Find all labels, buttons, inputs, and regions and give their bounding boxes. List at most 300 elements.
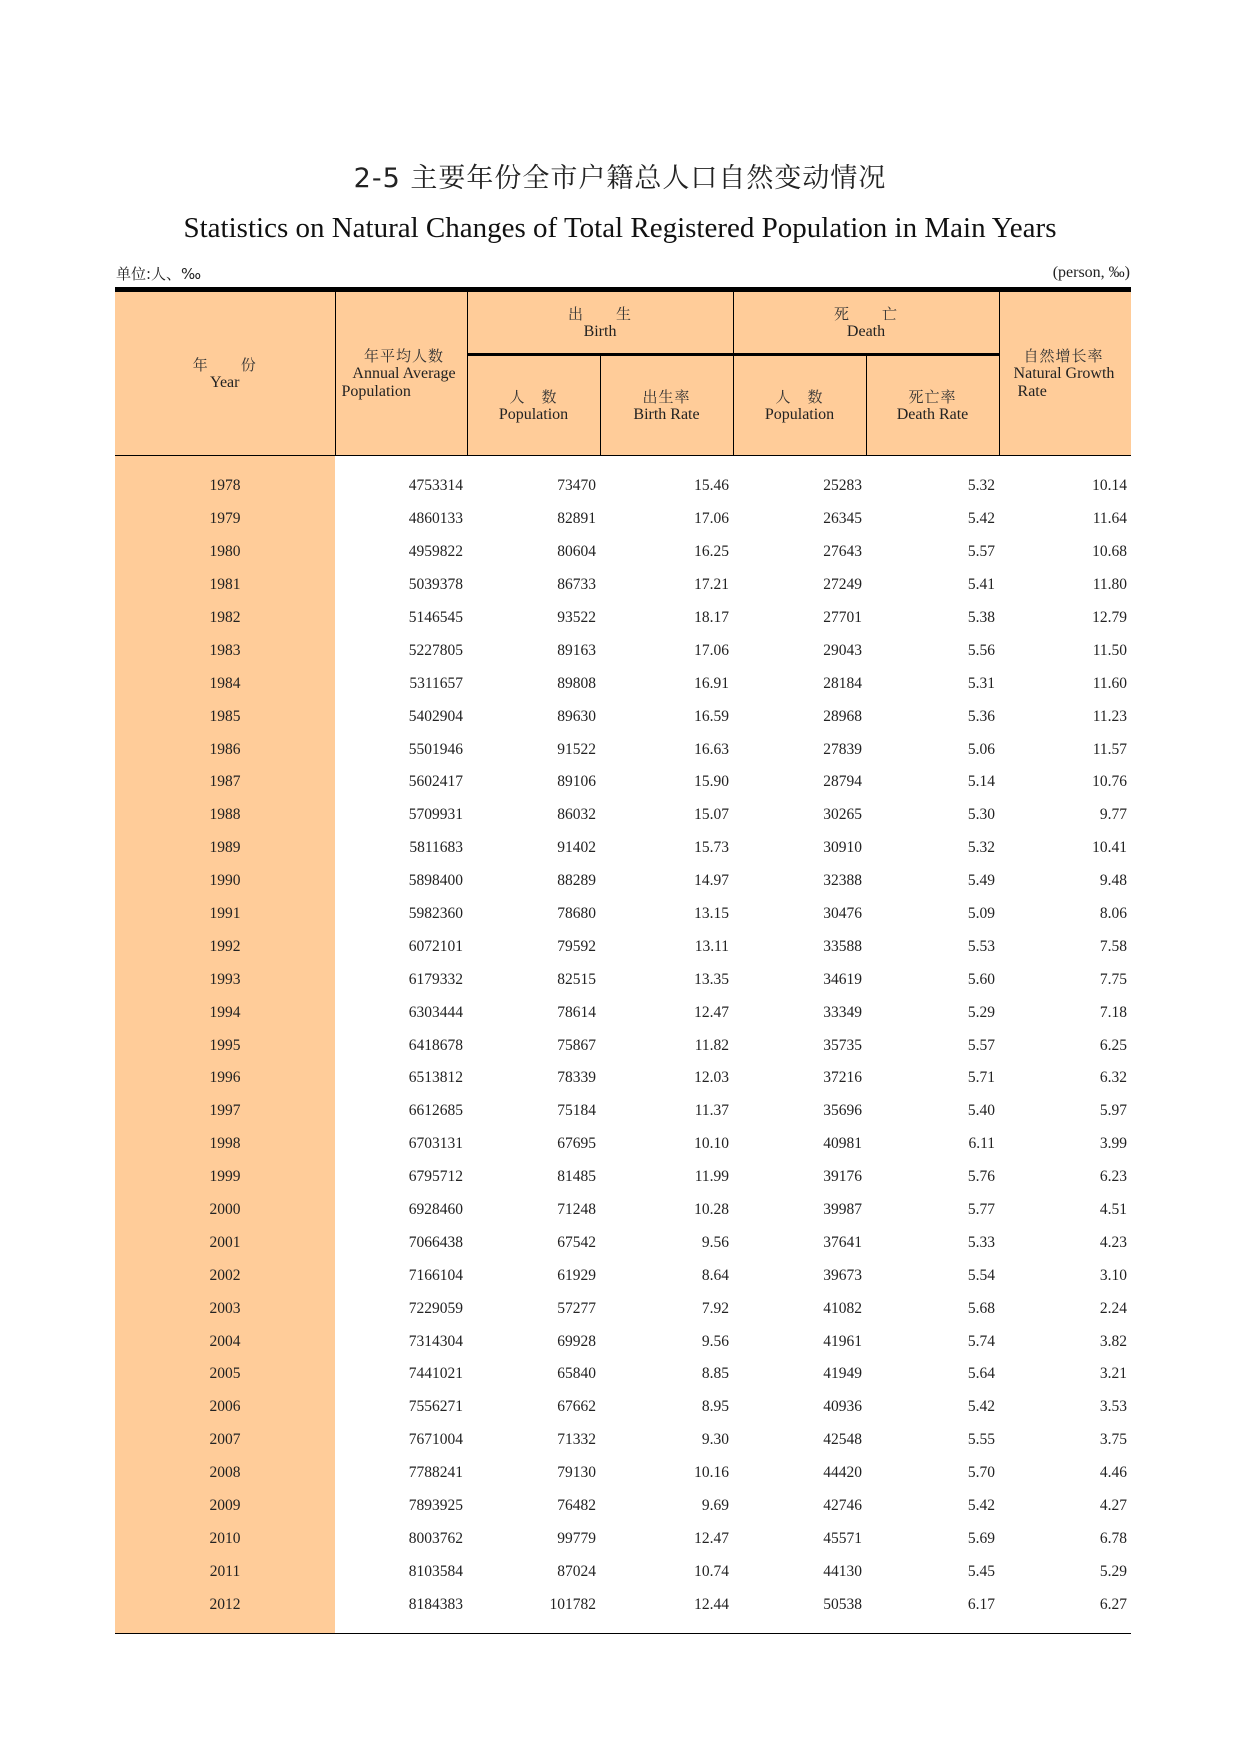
header-birth-group	[467, 290, 733, 355]
birth-population-cell: 73470	[557, 477, 596, 495]
birth-population-cell: 57277	[557, 1299, 596, 1317]
natural-growth-rate-cell: 11.60	[1092, 674, 1128, 692]
annual-average-population-cell: 5402904	[408, 707, 463, 725]
death-population-cell: 27701	[823, 609, 863, 626]
death-rate-cell: 5.71	[967, 1069, 996, 1087]
natural-growth-rate-cell: 5.97	[1099, 1102, 1128, 1120]
birth-rate-cell: 16.25	[694, 543, 730, 561]
death-rate-cell: 5.54	[967, 1266, 996, 1284]
natural-growth-rate-cell: 4.27	[1099, 1497, 1128, 1515]
annual-average-population-cell: 8103584	[408, 1562, 463, 1580]
birth-population-cell: 89163	[557, 641, 596, 659]
annual-average-population-cell: 6795712	[408, 1168, 463, 1186]
table-row	[115, 602, 1131, 635]
death-population-cell: 50538	[823, 1595, 863, 1613]
year-cell: 1989	[115, 832, 335, 865]
natural-growth-rate-cell: 3.53	[1099, 1398, 1128, 1416]
header-death-group	[733, 290, 999, 355]
death-population-cell: 28794	[823, 773, 863, 791]
death-rate-cell: 6.11	[968, 1135, 996, 1153]
header-birth-rate	[600, 355, 733, 456]
table-row	[115, 1457, 1131, 1490]
year-cell: 1983	[115, 634, 335, 667]
table-row	[115, 930, 1131, 963]
birth-rate-cell: 10.74	[694, 1562, 730, 1580]
year-cell: 1981	[115, 569, 335, 602]
birth-population-cell: 67542	[557, 1233, 596, 1251]
natural-growth-rate-cell: 7.58	[1099, 937, 1128, 955]
year-cell: 1984	[115, 667, 335, 700]
table-row	[115, 1555, 1131, 1588]
birth-population-cell: 61929	[557, 1266, 596, 1284]
death-rate-cell: 5.42	[967, 1497, 996, 1515]
annual-average-population-cell: 4959822	[408, 543, 463, 561]
annual-average-population-cell: 4753314	[408, 477, 463, 495]
year-cell: 2001	[115, 1226, 335, 1259]
table-row	[115, 1259, 1131, 1292]
header-natural-growth-rate	[999, 290, 1131, 456]
natural-growth-rate-cell: 6.32	[1099, 1069, 1128, 1087]
annual-average-population-cell: 7556271	[408, 1398, 463, 1416]
annual-average-population-cell: 5501946	[408, 740, 463, 758]
natural-growth-rate-cell: 3.75	[1099, 1431, 1128, 1449]
annual-average-population-cell: 6612685	[408, 1102, 463, 1120]
year-cell: 2010	[115, 1523, 335, 1556]
annual-average-population-cell: 7314304	[408, 1332, 463, 1350]
death-rate-cell: 5.42	[967, 510, 996, 528]
spacer-year-cell	[115, 456, 335, 471]
birth-rate-cell: 8.64	[701, 1266, 730, 1284]
birth-rate-cell: 16.63	[694, 740, 730, 758]
death-population-cell: 25283	[823, 477, 863, 495]
header-birth-population	[467, 355, 600, 456]
death-population-cell: 42548	[823, 1431, 863, 1449]
birth-rate-cell: 17.21	[694, 576, 730, 594]
year-cell: 1986	[115, 733, 335, 766]
year-cell: 2002	[115, 1259, 335, 1292]
annual-average-population-cell: 6179332	[408, 970, 463, 988]
birth-rate-cell: 10.28	[694, 1201, 730, 1219]
death-rate-cell: 5.64	[967, 1365, 996, 1383]
annual-average-population-cell: 6303444	[408, 1003, 463, 1021]
header-birth-pop-cn: 人 数	[509, 387, 558, 406]
population-table-container	[115, 287, 1131, 1634]
header-avg-pop-en1: Annual Average	[352, 364, 456, 382]
table-row	[115, 667, 1131, 700]
natural-growth-rate-cell: 9.48	[1099, 872, 1128, 890]
natural-growth-rate-cell: 11.64	[1092, 510, 1128, 528]
header-annual-average-population	[335, 290, 467, 456]
death-rate-cell: 5.68	[967, 1299, 996, 1317]
header-year	[115, 290, 335, 456]
birth-rate-cell: 10.16	[694, 1464, 730, 1482]
annual-average-population-cell: 5811683	[409, 839, 463, 857]
table-row	[115, 1161, 1131, 1194]
death-population-cell: 29043	[823, 641, 863, 659]
birth-rate-cell: 15.07	[694, 806, 730, 824]
birth-population-cell: 101782	[549, 1595, 596, 1613]
table-row	[115, 569, 1131, 602]
table-row	[115, 1226, 1131, 1259]
annual-average-population-cell: 7229059	[408, 1299, 463, 1317]
death-population-cell: 41082	[823, 1299, 863, 1317]
death-rate-cell: 5.60	[967, 970, 996, 988]
birth-rate-cell: 17.06	[694, 641, 730, 659]
year-cell: 1998	[115, 1128, 335, 1161]
year-cell: 1997	[115, 1095, 335, 1128]
year-cell: 2008	[115, 1457, 335, 1490]
natural-growth-rate-cell: 8.06	[1099, 905, 1128, 923]
birth-rate-cell: 15.73	[694, 839, 730, 857]
unit-label-chinese: 单位:人、‰	[116, 265, 202, 283]
death-population-cell: 34619	[823, 970, 863, 988]
table-row	[115, 832, 1131, 865]
birth-rate-cell: 12.03	[694, 1069, 730, 1087]
year-cell: 2012	[115, 1588, 335, 1621]
header-death-pop-en: Population	[764, 405, 835, 423]
table-row	[115, 996, 1131, 1029]
birth-rate-cell: 18.17	[694, 609, 730, 626]
birth-population-cell: 80604	[557, 543, 596, 561]
year-cell: 2006	[115, 1391, 335, 1424]
annual-average-population-cell: 8003762	[408, 1529, 463, 1547]
natural-growth-rate-cell: 3.99	[1099, 1135, 1128, 1153]
table-row	[115, 1358, 1131, 1391]
table-row	[115, 898, 1131, 931]
natural-growth-rate-cell: 3.21	[1099, 1365, 1128, 1383]
death-rate-cell: 5.29	[967, 1003, 996, 1021]
birth-rate-cell: 13.35	[694, 970, 730, 988]
birth-rate-cell: 9.69	[701, 1497, 730, 1515]
table-row	[115, 799, 1131, 832]
header-death-en: Death	[846, 322, 886, 340]
birth-population-cell: 89630	[557, 707, 596, 725]
death-rate-cell: 5.31	[967, 674, 996, 692]
table-row	[115, 1062, 1131, 1095]
table-row	[115, 1029, 1131, 1062]
death-population-cell: 40936	[823, 1398, 863, 1416]
annual-average-population-cell: 7788241	[408, 1464, 463, 1482]
death-population-cell: 35735	[823, 1036, 863, 1054]
death-population-cell: 30910	[823, 839, 863, 857]
death-population-cell: 44420	[823, 1464, 863, 1482]
natural-growth-rate-cell: 11.50	[1092, 641, 1128, 659]
birth-population-cell: 69928	[557, 1332, 596, 1350]
spacer-row	[115, 1621, 1131, 1633]
year-cell: 1985	[115, 700, 335, 733]
birth-rate-cell: 9.56	[701, 1233, 730, 1251]
birth-rate-cell: 14.97	[694, 872, 730, 890]
natural-growth-rate-cell: 4.51	[1099, 1201, 1128, 1219]
natural-growth-rate-cell: 3.82	[1099, 1332, 1128, 1350]
death-rate-cell: 5.14	[967, 773, 996, 791]
natural-growth-rate-cell: 9.77	[1099, 806, 1128, 824]
birth-population-cell: 81485	[557, 1168, 596, 1186]
header-death-rate-cn: 死亡率	[908, 387, 957, 406]
birth-rate-cell: 8.85	[701, 1365, 730, 1383]
death-population-cell: 32388	[823, 872, 863, 890]
birth-rate-cell: 8.95	[701, 1398, 730, 1416]
birth-rate-cell: 9.30	[701, 1431, 730, 1449]
death-rate-cell: 5.57	[967, 1036, 996, 1054]
birth-rate-cell: 12.47	[694, 1529, 730, 1547]
header-death-rate-en: Death Rate	[896, 405, 969, 423]
death-population-cell: 27839	[823, 740, 863, 758]
header-birth-rate-en: Birth Rate	[633, 405, 700, 423]
year-cell: 2011	[115, 1555, 335, 1588]
birth-population-cell: 93522	[557, 609, 596, 626]
death-rate-cell: 5.76	[967, 1168, 996, 1186]
annual-average-population-cell: 5709931	[408, 806, 463, 824]
header-birth-en: Birth	[583, 322, 617, 340]
table-row	[115, 865, 1131, 898]
birth-population-cell: 75867	[557, 1036, 596, 1054]
death-rate-cell: 5.30	[967, 806, 996, 824]
birth-rate-cell: 12.44	[694, 1595, 730, 1613]
death-rate-cell: 5.77	[967, 1201, 996, 1219]
annual-average-population-cell: 7066438	[408, 1233, 463, 1251]
death-population-cell: 26345	[823, 510, 863, 528]
death-rate-cell: 5.41	[967, 576, 996, 594]
natural-growth-rate-cell: 7.75	[1099, 970, 1128, 988]
birth-rate-cell: 11.99	[694, 1168, 730, 1186]
birth-rate-cell: 13.11	[694, 937, 730, 955]
table-row	[115, 1095, 1131, 1128]
table-row	[115, 1292, 1131, 1325]
annual-average-population-cell: 6928460	[408, 1201, 463, 1219]
year-cell: 2000	[115, 1194, 335, 1227]
birth-population-cell: 76482	[557, 1497, 596, 1515]
year-cell: 2005	[115, 1358, 335, 1391]
birth-population-cell: 87024	[557, 1562, 596, 1580]
death-population-cell: 39673	[823, 1266, 863, 1284]
unit-label-english: (person, ‰)	[1052, 264, 1130, 281]
death-rate-cell: 5.36	[967, 707, 996, 725]
birth-population-cell: 71248	[557, 1201, 596, 1219]
year-cell: 1982	[115, 602, 335, 635]
natural-growth-rate-cell: 10.76	[1092, 773, 1128, 791]
birth-rate-cell: 11.37	[694, 1102, 730, 1120]
spacer-year-cell	[115, 1621, 335, 1633]
table-row	[115, 700, 1131, 733]
birth-population-cell: 82515	[557, 970, 596, 988]
year-cell: 1978	[115, 470, 335, 503]
natural-growth-rate-cell: 11.23	[1092, 707, 1128, 725]
death-population-cell: 41949	[823, 1365, 863, 1383]
death-rate-cell: 5.74	[967, 1332, 996, 1350]
header-birth-cn: 出 生	[568, 304, 633, 323]
death-population-cell: 37641	[823, 1233, 863, 1251]
header-year-en: Year	[210, 373, 240, 391]
natural-growth-rate-cell: 4.46	[1099, 1464, 1128, 1482]
birth-population-cell: 91402	[557, 839, 596, 857]
natural-growth-rate-cell: 11.57	[1092, 740, 1128, 758]
birth-population-cell: 88289	[557, 872, 596, 890]
birth-rate-cell: 13.15	[694, 905, 730, 923]
year-cell: 2003	[115, 1292, 335, 1325]
table-row	[115, 963, 1131, 996]
table-row	[115, 1490, 1131, 1523]
death-population-cell: 42746	[823, 1497, 863, 1515]
birth-rate-cell: 12.47	[694, 1003, 730, 1021]
birth-population-cell: 67695	[557, 1135, 596, 1153]
natural-growth-rate-cell: 10.14	[1092, 477, 1128, 495]
birth-rate-cell: 7.92	[701, 1299, 730, 1317]
death-rate-cell: 5.38	[967, 609, 996, 626]
death-rate-cell: 5.32	[967, 839, 996, 857]
annual-average-population-cell: 5898400	[408, 872, 463, 890]
table-row	[115, 733, 1131, 766]
death-population-cell: 30265	[823, 806, 863, 824]
annual-average-population-cell: 6072101	[408, 937, 463, 955]
table-row	[115, 470, 1131, 503]
natural-growth-rate-cell: 10.68	[1092, 543, 1128, 561]
year-cell: 2009	[115, 1490, 335, 1523]
natural-growth-rate-cell: 3.10	[1099, 1266, 1128, 1284]
table-bottom-rule	[115, 1633, 1131, 1634]
table-row	[115, 536, 1131, 569]
table-header	[115, 290, 1131, 456]
death-population-cell: 39176	[823, 1168, 863, 1186]
birth-rate-cell: 9.56	[701, 1332, 730, 1350]
header-death-rate	[866, 355, 999, 456]
natural-growth-rate-cell: 12.79	[1092, 609, 1128, 626]
birth-population-cell: 78614	[557, 1003, 596, 1021]
header-birth-rate-cn: 出生率	[642, 387, 691, 406]
natural-growth-rate-cell: 7.18	[1099, 1003, 1128, 1021]
annual-average-population-cell: 5311657	[409, 674, 463, 692]
annual-average-population-cell: 6418678	[408, 1036, 463, 1054]
death-rate-cell: 5.49	[967, 872, 996, 890]
natural-growth-rate-cell: 6.23	[1099, 1168, 1128, 1186]
annual-average-population-cell: 7441021	[408, 1365, 463, 1383]
death-population-cell: 45571	[823, 1529, 863, 1547]
annual-average-population-cell: 5146545	[408, 609, 463, 626]
header-natural-growth-en2: Rate	[1017, 382, 1047, 400]
birth-population-cell: 82891	[557, 510, 596, 528]
year-cell: 1993	[115, 963, 335, 996]
natural-growth-rate-cell: 2.24	[1099, 1299, 1128, 1317]
death-population-cell: 35696	[823, 1102, 863, 1120]
table-row	[115, 1588, 1131, 1621]
death-rate-cell: 5.57	[967, 543, 996, 561]
header-death-cn: 死 亡	[834, 304, 899, 323]
natural-growth-rate-cell: 5.29	[1099, 1562, 1128, 1580]
death-population-cell: 40981	[823, 1135, 863, 1153]
page-title-english: Statistics on Natural Changes of Total Registered Population in Main Years	[183, 212, 1057, 244]
annual-average-population-cell: 5039378	[408, 576, 463, 594]
year-cell: 1992	[115, 930, 335, 963]
birth-population-cell: 79592	[557, 937, 596, 955]
death-rate-cell: 5.70	[967, 1464, 996, 1482]
birth-population-cell: 99779	[557, 1529, 596, 1547]
death-population-cell: 28968	[823, 707, 863, 725]
header-death-pop-cn: 人 数	[775, 387, 824, 406]
death-rate-cell: 5.40	[967, 1102, 996, 1120]
death-rate-cell: 6.17	[967, 1595, 996, 1613]
header-avg-pop-cn: 年平均人数	[363, 346, 444, 365]
death-rate-cell: 5.42	[967, 1398, 996, 1416]
header-natural-growth-cn: 自然增长率	[1023, 346, 1104, 365]
table-body	[115, 456, 1131, 1634]
death-rate-cell: 5.06	[967, 740, 996, 758]
year-cell: 1999	[115, 1161, 335, 1194]
annual-average-population-cell: 4860133	[408, 510, 463, 528]
death-population-cell: 27643	[823, 543, 863, 561]
birth-population-cell: 86733	[557, 576, 596, 594]
year-cell: 1987	[115, 766, 335, 799]
header-avg-pop-en2: Population	[341, 382, 411, 400]
death-rate-cell: 5.53	[967, 937, 996, 955]
natural-growth-rate-cell: 6.25	[1099, 1036, 1128, 1054]
annual-average-population-cell: 8184383	[408, 1595, 463, 1613]
natural-growth-rate-cell: 4.23	[1099, 1233, 1128, 1251]
natural-growth-rate-cell: 6.27	[1099, 1595, 1128, 1613]
birth-population-cell: 78339	[557, 1069, 596, 1087]
annual-average-population-cell: 7671004	[408, 1431, 463, 1449]
birth-population-cell: 89808	[557, 674, 596, 692]
death-population-cell: 44130	[823, 1562, 863, 1580]
year-cell: 2007	[115, 1424, 335, 1457]
death-population-cell: 39987	[823, 1201, 863, 1219]
header-natural-growth-en1: Natural Growth	[1013, 364, 1115, 382]
annual-average-population-cell: 5227805	[408, 641, 463, 659]
annual-average-population-cell: 5602417	[408, 773, 463, 791]
table-row	[115, 1128, 1131, 1161]
birth-population-cell: 86032	[557, 806, 596, 824]
birth-population-cell: 91522	[557, 740, 596, 758]
annual-average-population-cell: 6513812	[408, 1069, 463, 1087]
table-row	[115, 1325, 1131, 1358]
death-rate-cell: 5.55	[967, 1431, 996, 1449]
death-rate-cell: 5.56	[967, 641, 996, 659]
birth-population-cell: 65840	[557, 1365, 596, 1383]
birth-population-cell: 67662	[557, 1398, 596, 1416]
death-population-cell: 28184	[823, 674, 863, 692]
table-row	[115, 503, 1131, 536]
death-population-cell: 30476	[823, 905, 863, 923]
annual-average-population-cell: 7166104	[408, 1266, 463, 1284]
birth-rate-cell: 16.91	[694, 674, 730, 692]
spacer-cell	[335, 456, 1131, 471]
table-row	[115, 634, 1131, 667]
death-rate-cell: 5.32	[967, 477, 996, 495]
year-cell: 1995	[115, 1029, 335, 1062]
spacer-cell	[335, 1621, 1131, 1633]
year-cell: 1990	[115, 865, 335, 898]
birth-population-cell: 79130	[557, 1464, 596, 1482]
death-rate-cell: 5.69	[967, 1529, 996, 1547]
natural-growth-rate-cell: 6.78	[1099, 1529, 1128, 1547]
birth-rate-cell: 10.10	[694, 1135, 730, 1153]
spacer-row	[115, 456, 1131, 471]
birth-rate-cell: 15.90	[694, 773, 730, 791]
header-birth-pop-en: Population	[498, 405, 569, 423]
page-title-chinese: 2-5 主要年份全市户籍总人口自然变动情况	[353, 163, 887, 194]
year-cell: 1991	[115, 898, 335, 931]
death-rate-cell: 5.45	[967, 1562, 996, 1580]
annual-average-population-cell: 6703131	[408, 1135, 463, 1153]
table-row	[115, 1194, 1131, 1227]
birth-rate-cell: 16.59	[694, 707, 730, 725]
year-cell: 1988	[115, 799, 335, 832]
death-rate-cell: 5.09	[967, 905, 996, 923]
table-row	[115, 1424, 1131, 1457]
natural-growth-rate-cell: 11.80	[1092, 576, 1128, 594]
year-cell: 1979	[115, 503, 335, 536]
year-cell: 2004	[115, 1325, 335, 1358]
death-population-cell: 27249	[823, 576, 863, 594]
